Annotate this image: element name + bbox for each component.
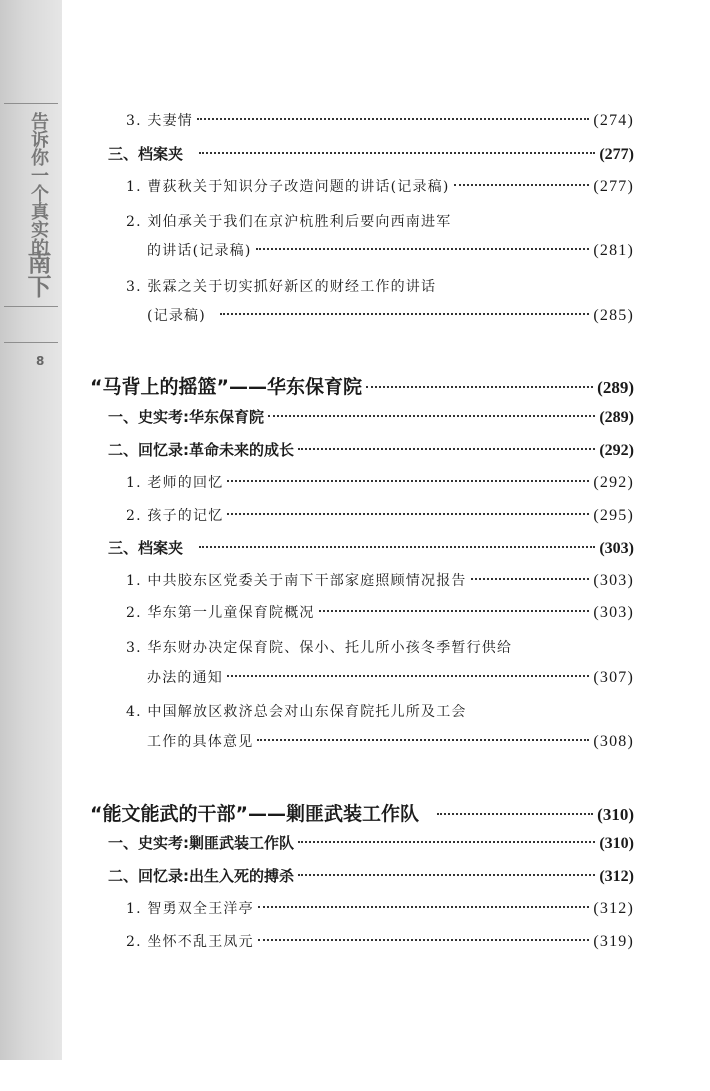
toc-chapter-title: “能文能武的干部”——剿匪武装工作队 (90, 803, 419, 825)
toc-entry-page: (303) (593, 572, 634, 589)
toc-entry-label: 3. 夫妻情 (126, 113, 194, 129)
toc-entry-label-line2: (记录稿) (147, 308, 206, 324)
toc-section-label: 一、史实考:剿匪武装工作队 (108, 834, 294, 852)
toc-entry[interactable] (126, 110, 634, 134)
toc-section[interactable] (108, 832, 634, 856)
toc-entry-page: (277) (593, 178, 634, 195)
toc-section-page: (310) (599, 835, 634, 852)
leader-dots (227, 513, 589, 515)
leader-dots (298, 841, 595, 843)
leader-dots (220, 313, 589, 315)
leader-dots (227, 675, 589, 677)
toc-chapter-title: “马背上的摇篮”——华东保育院 (90, 376, 362, 398)
toc-entry[interactable] (126, 472, 634, 496)
toc-entry[interactable] (147, 240, 634, 264)
toc-section-page: (303) (599, 540, 634, 557)
leader-dots (366, 386, 593, 388)
toc-entry[interactable] (147, 305, 634, 329)
toc-chapter-page: (289) (597, 378, 634, 397)
toc-entry[interactable] (126, 176, 634, 200)
leader-dots (258, 939, 590, 941)
toc-entry-label-line2: 工作的具体意见 (147, 734, 254, 750)
toc-section-page: (292) (599, 442, 634, 459)
toc-section-page: (312) (599, 868, 634, 885)
toc-entry-label: 2. 孩子的记忆 (126, 508, 224, 524)
toc-section-label: 三、档案夹 (108, 145, 184, 163)
leader-dots (298, 448, 595, 450)
toc-entry-label-line1[interactable]: 2. 刘伯承关于我们在京沪杭胜利后要向西南进军 (126, 214, 452, 230)
toc-entry[interactable] (126, 898, 634, 922)
running-book-title: 告诉你一个真实的 (28, 112, 49, 256)
toc-section[interactable] (108, 439, 634, 463)
toc-entry-page: (295) (593, 507, 634, 524)
toc-entry-page: (307) (593, 669, 634, 686)
toc-entry-label: 2. 坐怀不乱王凤元 (126, 934, 254, 950)
leader-dots (257, 739, 589, 741)
toc-section-label: 一、史实考:华东保育院 (108, 408, 264, 426)
toc-entry-label: 1. 曹荻秋关于知识分子改造问题的讲话(记录稿) (126, 179, 450, 195)
leader-dots (268, 415, 595, 417)
toc-chapter[interactable] (90, 799, 634, 823)
toc-entry-label: 1. 智勇双全王洋亭 (126, 901, 254, 917)
toc-section-label: 二、回忆录:出生入死的搏杀 (108, 867, 294, 885)
toc-entry-page: (292) (593, 474, 634, 491)
toc-entry[interactable] (126, 505, 634, 529)
toc-section[interactable] (108, 406, 634, 430)
leader-dots (471, 578, 590, 580)
toc-section-label: 三、档案夹 (108, 539, 184, 557)
page-number: 8 (36, 354, 45, 368)
toc-chapter[interactable] (90, 372, 634, 396)
toc-entry-page: (285) (593, 307, 634, 324)
toc-entry[interactable] (126, 931, 634, 955)
toc-entry-page: (319) (593, 933, 634, 950)
toc-entry-label: 1. 中共胶东区党委关于南下干部家庭照顾情况报告 (126, 573, 467, 589)
toc-chapter-page: (310) (597, 805, 634, 824)
leader-dots (437, 813, 593, 815)
leader-dots (256, 248, 590, 250)
toc-entry-label-line1[interactable]: 3. 华东财办决定保育院、保小、托儿所小孩冬季暂行供给 (126, 640, 513, 656)
leader-dots (199, 546, 595, 548)
toc-section[interactable] (108, 143, 634, 167)
leader-dots (197, 118, 589, 120)
toc-entry-page: (281) (593, 242, 634, 259)
leader-dots (199, 152, 595, 154)
toc-entry[interactable] (126, 570, 634, 594)
toc-entry-label: 1. 老师的回忆 (126, 475, 224, 491)
toc-section[interactable] (108, 865, 634, 889)
toc-entry[interactable] (147, 667, 634, 691)
toc-entry-page: (308) (593, 733, 634, 750)
toc-section[interactable] (108, 537, 634, 561)
toc-entry-label-line1[interactable]: 4. 中国解放区救济总会对山东保育院托儿所及工会 (126, 704, 467, 720)
leader-dots (227, 480, 589, 482)
toc-entry-page: (274) (593, 112, 634, 129)
toc-entry[interactable] (147, 731, 634, 755)
toc-section-page: (289) (599, 409, 634, 426)
toc-entry-label-line2: 的讲话(记录稿) (147, 243, 252, 259)
leader-dots (454, 184, 590, 186)
toc-entry-label-line2: 办法的通知 (147, 670, 223, 686)
book-title-logo-text: 南下 (23, 250, 52, 298)
leader-dots (319, 610, 590, 612)
leader-dots (258, 906, 590, 908)
toc-entry-page: (303) (593, 604, 634, 621)
toc-entry-label: 2. 华东第一儿童保育院概况 (126, 605, 315, 621)
toc-entry[interactable] (126, 602, 634, 626)
toc-section-label: 二、回忆录:革命未来的成长 (108, 441, 294, 459)
toc-entry-label-line1[interactable]: 3. 张霖之关于切实抓好新区的财经工作的讲话 (126, 279, 437, 295)
toc-entry-page: (312) (593, 900, 634, 917)
leader-dots (298, 874, 595, 876)
toc-section-page: (277) (599, 146, 634, 163)
